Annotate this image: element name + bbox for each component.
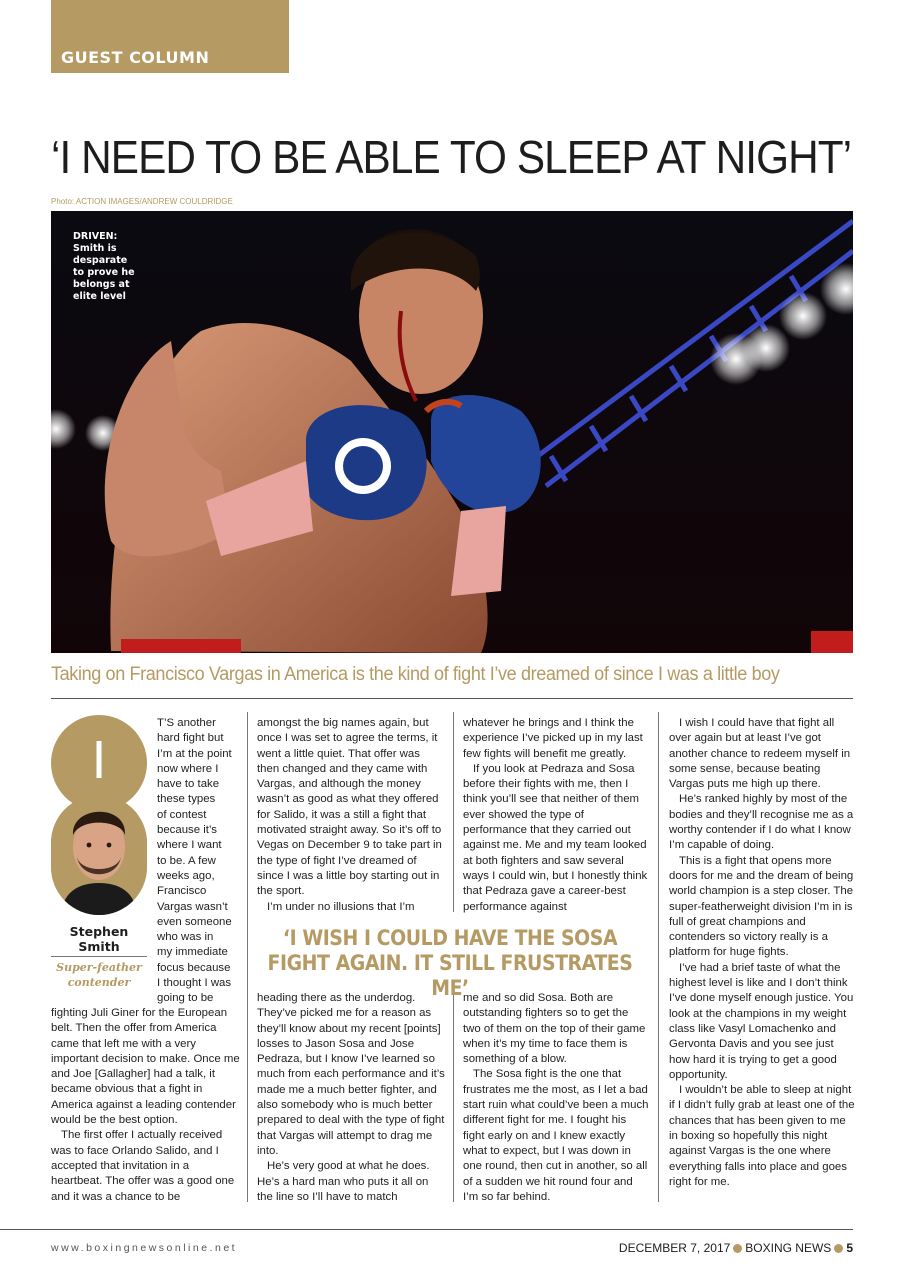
wrapped-line: I’m at the point bbox=[157, 747, 232, 760]
author-role bbox=[51, 960, 147, 990]
section-label: GUEST COLUMN bbox=[61, 48, 210, 67]
wrapped-line: of contest bbox=[157, 808, 207, 821]
paragraph: heading there as the underdog. They’ve picked me for a reason as they’ll know about my recent [points] losses to Jason Sosa and Jose Pedraza, but I know I’ve learned so much from each performance and it’s made me a much better fighter, and also somebody who is much better prepared to deal with the type of fight that Vargas will attempt to drag me into. bbox=[257, 992, 445, 1157]
paragraph: The Sosa fight is the one that frustrates me the most, as I let a bad start ruin what could’ve been a much different fight for me. I fought his fight early on and I knew exactly what to expect, but I was down in one round, then cut in another, so all of a sudden we hit round four and I’m so far behind. bbox=[463, 1068, 649, 1203]
paragraph: If you look at Pedraza and Sosa before their fights with me, then I think you’ll see that neither of them ever showed the type of performance that they carried out against me. Me and my team looked at both fighters and saw several ways I could win, but I honestly think that Pedraza gave a career-best performance against bbox=[463, 762, 648, 913]
paragraph: This is a fight that opens more doors for me and the dream of being world champion is a step closer. The super-featherweight division I’m in is full of great champions and contenders so victory really is a platform for huge fights. bbox=[669, 854, 854, 959]
paragraph: I wouldn’t be able to sleep at night if I didn’t fully grab at least one of the chances that has been given to me in boxing so hopefully this night against Vargas is the one where everything falls into place and goes right for me. bbox=[669, 1084, 855, 1188]
wrapped-line: to be. A few bbox=[157, 854, 216, 867]
drop-cap-letter: I bbox=[91, 730, 107, 790]
wrapped-line: Vargas wasn’t bbox=[157, 900, 228, 913]
publication-name: BOXING NEWS bbox=[745, 1241, 832, 1255]
wrapped-line: Francisco bbox=[157, 885, 207, 898]
column-separator bbox=[453, 712, 454, 912]
column-separator bbox=[453, 988, 454, 1202]
footer-info bbox=[619, 1241, 853, 1255]
standfirst: Taking on Francisco Vargas in America is the kind of fight I’ve dreamed of since I was a little boy bbox=[51, 664, 780, 685]
author-name-text: Stephen Smith bbox=[69, 924, 129, 954]
wrapped-line: who was in bbox=[157, 931, 214, 944]
paragraph: I’ve had a brief taste of what the highest level is like and I don’t think I’ve done myself enough justice. You look at the champions in my weight class like Vasyl Lomachenko and Gervonta Davis and you see just how hard it is trying to get a good opportunity. bbox=[669, 961, 854, 1081]
author-photo bbox=[51, 795, 147, 915]
boxer-photo bbox=[51, 211, 853, 653]
bullet-dot-icon bbox=[733, 1244, 742, 1253]
column-3-bottom bbox=[463, 991, 649, 1205]
author-divider bbox=[51, 956, 147, 957]
footer-url[interactable]: www.boxingnewsonline.net bbox=[51, 1242, 238, 1254]
wrapped-line: even someone bbox=[157, 915, 232, 928]
wrapped-line: now where I bbox=[157, 762, 219, 775]
pull-quote: ‘I WISH I COULD HAVE THE SOSA FIGHT AGAIN. IT STILL FRUSTRATES ME’ bbox=[267, 926, 633, 1000]
wrapped-line: focus because bbox=[157, 961, 231, 974]
wrapped-line: have to take bbox=[157, 778, 220, 791]
paragraph: I’m under no illusions that I’m bbox=[267, 900, 415, 913]
boxer-illustration bbox=[51, 211, 853, 653]
wrapped-line: these types bbox=[157, 793, 216, 806]
column-2-top bbox=[257, 716, 445, 915]
paragraph: He’s ranked highly by most of the bodies and they’ll recognise me as a worthy contender if I do what I know I’m capable of doing. bbox=[669, 793, 854, 852]
page-number: 5 bbox=[846, 1241, 853, 1255]
issue-date: DECEMBER 7, 2017 bbox=[618, 1241, 731, 1255]
column-1-wrapped bbox=[157, 716, 243, 1007]
bullet-dot-icon bbox=[834, 1244, 843, 1253]
wrapped-line: hard fight but bbox=[157, 732, 224, 745]
divider bbox=[51, 698, 853, 699]
wrapped-line: where I want bbox=[157, 839, 222, 852]
column-4 bbox=[669, 716, 855, 1190]
author-name bbox=[51, 924, 147, 954]
column-1 bbox=[51, 1006, 243, 1205]
paragraph: amongst the big names again, but once I was set to agree the terms, it went a little quiet. That offer was then changed and they came with Vargas, and although the money wasn’t as good as what they offered for Salido, it was a still a fight that motivated straight away. So it’s off to Vegas on December 9 to take part in the type of fight I’ve dreamed of since I was a little boy starting out in the sport. bbox=[257, 717, 442, 898]
wrapped-line: my immediate bbox=[157, 946, 228, 959]
paragraph: whatever he brings and I think the experience I’ve picked up in my last few fights will benefit me greatly. bbox=[463, 717, 643, 760]
wrapped-line: going to be bbox=[157, 992, 214, 1005]
headline: ‘I NEED TO BE ABLE TO SLEEP AT NIGHT’ bbox=[51, 131, 852, 183]
wrapped-line: I thought I was bbox=[157, 977, 232, 990]
paragraph: me and so did Sosa. Both are outstanding fighters so to get the two of them on the top of their game when it’s my time to face them is something of a blow. bbox=[463, 992, 646, 1066]
column-2-bottom bbox=[257, 991, 445, 1205]
footer-divider bbox=[0, 1229, 853, 1230]
wrapped-line: T’S another bbox=[157, 717, 216, 729]
wrapped-line: weeks ago, bbox=[157, 869, 215, 882]
paragraph: fighting Juli Giner for the European belt. Then the offer from America came that left me with a very important decision to make. Once me and Joe [Gallagher] had a talk, it became obvious that a fight in America against a leading contender would be the best option. bbox=[51, 1007, 240, 1127]
wrapped-line: because it’s bbox=[157, 824, 217, 837]
paragraph: The first offer I actually received was to face Orlando Salido, and I accepted that invitation in a heartbeat. The offer was a good one and it was a chance to be bbox=[51, 1129, 235, 1203]
photo-credit: Photo: ACTION IMAGES/ANDREW COULDRIDGE bbox=[51, 197, 233, 206]
paragraph: He’s very good at what he does. He’s a hard man who puts it all on the line so I’ll have to match bbox=[257, 1160, 430, 1203]
column-separator bbox=[247, 712, 248, 1202]
photo-caption: DRIVEN: Smith is desparate to prove he belongs at elite level bbox=[73, 231, 135, 302]
author-portrait bbox=[51, 795, 147, 915]
author-role-text: Super-feather contender bbox=[56, 961, 142, 989]
column-3-top bbox=[463, 716, 649, 915]
section-tab bbox=[51, 0, 289, 73]
column-separator bbox=[658, 712, 659, 1202]
paragraph: I wish I could have that fight all over again but at least I’ve got another chance to redeem myself in some sense, because beating Vargas puts me high up there. bbox=[669, 717, 851, 791]
